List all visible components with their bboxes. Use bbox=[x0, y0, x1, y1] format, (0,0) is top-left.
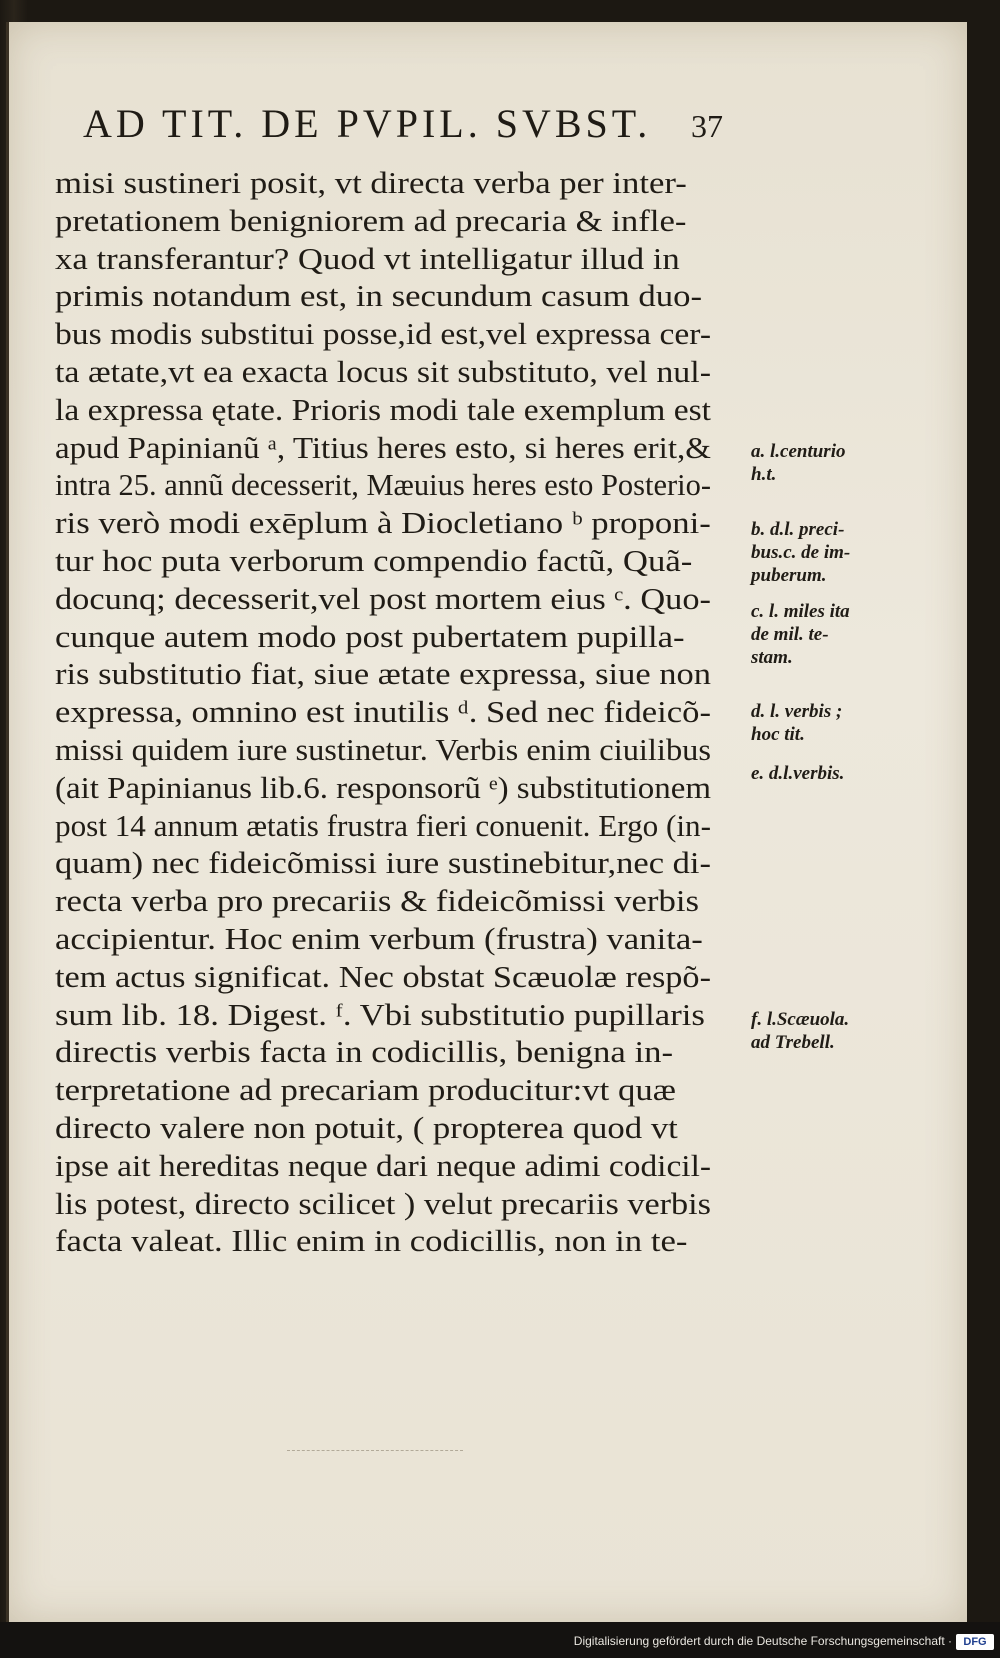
text-line bbox=[55, 164, 755, 202]
text-line bbox=[55, 315, 755, 353]
text-line bbox=[55, 1071, 755, 1109]
text-line-content: pretationem benigniorem ad precaria & infle- bbox=[55, 202, 687, 238]
text-line-content: directis verbis facta in codicillis, benigna in- bbox=[55, 1034, 674, 1070]
text-line bbox=[55, 202, 755, 240]
text-line bbox=[55, 1033, 755, 1071]
margin-note bbox=[751, 518, 850, 587]
text-line bbox=[55, 655, 755, 693]
text-line bbox=[55, 693, 755, 731]
text-line bbox=[55, 391, 755, 429]
text-line-content: apud Papinianũ ᵃ, Titius heres esto, si heres erit,& bbox=[55, 429, 711, 465]
text-line-content: terpretatione ad precariam producitur:vt quæ bbox=[55, 1072, 676, 1108]
main-text bbox=[55, 164, 755, 1260]
dfg-logo-icon: DFG bbox=[956, 1634, 994, 1650]
text-line bbox=[55, 731, 755, 769]
margin-note-line: f. l.Scæuola. bbox=[751, 1009, 850, 1030]
margin-note-line: b. d.l. preci- bbox=[751, 519, 845, 540]
text-line bbox=[55, 466, 755, 504]
text-line-content: ta ætate,vt ea exacta locus sit substituto, vel nul- bbox=[55, 353, 711, 389]
text-line-content: expressa, omnino est inutilis ᵈ. Sed nec fideicõ- bbox=[55, 694, 711, 730]
text-line bbox=[55, 542, 755, 580]
text-line-content: directo valere non potuit, ( propterea quod vt bbox=[55, 1109, 678, 1145]
text-line-content: tem actus significat. Nec obstat Scæuolæ respõ- bbox=[55, 958, 711, 994]
margin-note-line: e. d.l.verbis. bbox=[751, 763, 845, 784]
margin-note-line: a. l.centurio bbox=[751, 441, 846, 462]
margin-note bbox=[751, 1008, 849, 1054]
text-line bbox=[55, 618, 755, 656]
text-line bbox=[55, 996, 755, 1034]
text-line-content: ris substitutio fiat, siue ætate expressa, siue non bbox=[55, 656, 711, 692]
margin-note-line: stam. bbox=[751, 647, 793, 668]
text-line-content: misi sustineri posit, vt directa verba per inter- bbox=[55, 165, 687, 200]
running-head-title: AD TIT. DE PVPIL. SVBST. bbox=[83, 101, 652, 146]
text-line bbox=[55, 580, 755, 618]
text-line-content: tur hoc puta verborum compendio factũ, Quã- bbox=[55, 542, 693, 578]
margin-note-line: bus.c. de im- bbox=[751, 542, 851, 563]
text-line bbox=[55, 1222, 755, 1260]
text-line-content: xa transferantur? Quod vt intelligatur illud in bbox=[55, 240, 680, 276]
text-line bbox=[55, 240, 755, 278]
text-line-content: ris verò modi exēplum à Diocletiano ᵇ proponi- bbox=[55, 505, 711, 541]
text-line-content: ipse ait hereditas neque dari neque adimi codicil- bbox=[55, 1147, 712, 1183]
margin-note bbox=[751, 440, 845, 486]
text-line bbox=[55, 1147, 755, 1185]
text-line bbox=[55, 1185, 755, 1223]
footer-credit: Digitalisierung gefördert durch die Deutsche Forschungsgemeinschaft · bbox=[573, 1634, 952, 1648]
text-line bbox=[55, 769, 755, 807]
text-line bbox=[55, 429, 755, 467]
text-line-content: la expressa ętate. Prioris modi tale exemplum est bbox=[55, 391, 711, 427]
margin-note-line: de mil. te- bbox=[751, 624, 829, 645]
text-line-content: quam) nec fideicõmissi iure sustinebitur,nec di- bbox=[55, 845, 711, 881]
text-line-content: accipientur. Hoc enim verbum (frustra) vanita- bbox=[55, 920, 703, 956]
text-line-content: facta valeat. Illic enim in codicillis, non in te- bbox=[55, 1223, 688, 1259]
margin-note-line: c. l. miles ita bbox=[751, 601, 850, 622]
book-page bbox=[6, 22, 967, 1622]
text-line bbox=[55, 277, 755, 315]
text-line-content: recta verba pro precariis & fideicõmissi verbis bbox=[55, 883, 699, 919]
text-line-content: docunq; decesserit,vel post mortem eius ᶜ. Quo- bbox=[55, 580, 711, 616]
page-number: 37 bbox=[691, 108, 723, 144]
text-line-content: missi quidem iure sustinetur. Verbis enim ciuilibus bbox=[55, 731, 711, 767]
margin-note bbox=[751, 762, 844, 785]
text-line-content: lis potest, directo scilicet ) velut precariis verbis bbox=[55, 1185, 711, 1221]
margin-note-line: d. l. verbis ; bbox=[751, 701, 843, 722]
digitization-footer bbox=[0, 1622, 1000, 1658]
text-line-content: cunque autem modo post pubertatem pupilla- bbox=[55, 618, 685, 654]
text-line-content: primis notandum est, in secundum casum duo- bbox=[55, 278, 703, 314]
text-line-content: post 14 annum ætatis frustra fieri conuenit. Ergo (in- bbox=[55, 807, 712, 843]
margin-note-line: puberum. bbox=[751, 565, 827, 586]
text-line bbox=[55, 920, 755, 958]
text-line bbox=[55, 958, 755, 996]
margin-note bbox=[751, 600, 850, 669]
text-line bbox=[55, 807, 755, 845]
text-line bbox=[55, 1109, 755, 1147]
margin-note-line: hoc tit. bbox=[751, 724, 805, 745]
text-line-content: (ait Papinianus lib.6. responsorũ ᵉ) substitutionem bbox=[55, 769, 711, 805]
text-line-content: intra 25. annũ decesserit, Mæuius heres esto Posterio- bbox=[55, 467, 711, 503]
text-line bbox=[55, 504, 755, 542]
text-line bbox=[55, 844, 755, 882]
text-line-content: bus modis substitui posse,id est,vel expressa cer- bbox=[55, 316, 711, 352]
margin-note-line: ad Trebell. bbox=[751, 1032, 835, 1053]
margin-note bbox=[751, 700, 842, 746]
margin-note-line: h.t. bbox=[751, 464, 777, 485]
text-line bbox=[55, 353, 755, 391]
text-line-content: sum lib. 18. Digest. ᶠ. Vbi substitutio pupillaris bbox=[55, 996, 705, 1032]
ink-smudge bbox=[287, 1450, 463, 1457]
running-head bbox=[83, 100, 723, 147]
text-line bbox=[55, 882, 755, 920]
